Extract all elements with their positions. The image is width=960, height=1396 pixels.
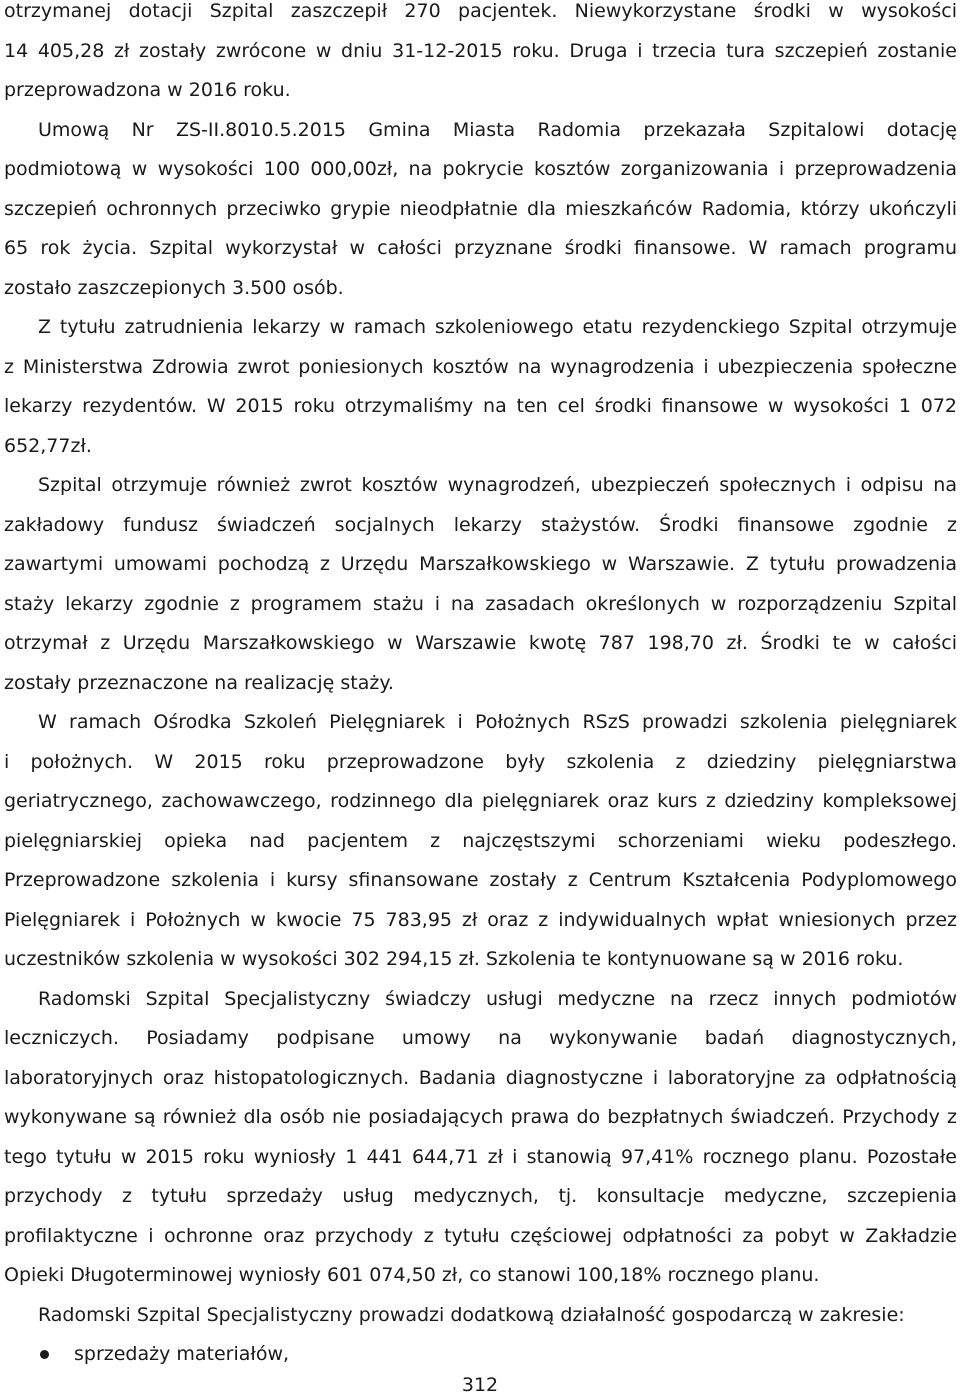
text-line: Opieki Długoterminowej wyniosły 601 074,50 zł, co stanowi 100,18% rocznego planu. [4, 1264, 820, 1286]
paragraph-medical-services-revenue [4, 980, 957, 1296]
list-item-text: sprzedaży materiałów, [74, 1343, 290, 1365]
text-line: podmiotową w wysokości 100 000,00zł, na pokrycie kosztów zorganizowania i przeprowadzenia [4, 158, 957, 180]
paragraph-flu-vaccination-grant [4, 111, 957, 309]
text-line: Z tytułu zatrudnienia lekarzy w ramach szkoleniowego etatu rezydenckiego Szpital otrzymuje [38, 316, 957, 338]
paragraph-nurse-training [4, 703, 957, 980]
text-line: zostały przeznaczone na realizację staży. [4, 671, 394, 694]
text-line: otrzymanej dotacji Szpital zaszczepił 270 pacjentek. Niewykorzystane środki w wysokości [4, 0, 957, 22]
text-line: z Ministerstwa Zdrowia zwrot poniesionych kosztów na wynagrodzenia i ubezpieczenia społeczne [4, 355, 957, 378]
bullet-list [4, 1335, 957, 1375]
text-line: przychody z tytułu sprzedaży usług medycznych, tj. konsultacje medyczne, szczepienia [4, 1185, 957, 1207]
paragraph-resident-doctors [4, 308, 957, 466]
text-line: wykonywane są również dla osób nie posiadających prawa do bezpłatnych świadczeń. Przychody z [4, 1106, 957, 1128]
text-line: zostało zaszczepionych 3.500 osób. [4, 276, 344, 299]
paragraph-business-activity [4, 1296, 957, 1336]
text-line: przeprowadzona w 2016 roku. [4, 79, 291, 101]
paragraph-intern-doctors [4, 466, 957, 703]
text-line: Przeprowadzone szkolenia i kursy sfinansowane zostały z Centrum Kształcenia Podyplomowego [4, 869, 957, 891]
text-line: laboratoryjnych oraz histopatologicznych. Badania diagnostyczne i laboratoryjne za odpłatnością [4, 1066, 957, 1089]
bullet-icon [40, 1350, 49, 1359]
text-line: geriatrycznego, zachowawczego, rodzinnego dla pielęgniarek oraz kurs z dziedziny kompleksowej [4, 790, 957, 812]
text-line: 14 405,28 zł zostały zwrócone w dniu 31-12-2015 roku. Druga i trzecia tura szczepień zostanie [4, 39, 957, 62]
list-item [4, 1335, 957, 1375]
text-line: W ramach Ośrodka Szkoleń Pielęgniarek i Położnych RSzS prowadzi szkolenia pielęgniarek [38, 711, 957, 733]
text-line: Szpital otrzymuje również zwrot kosztów wynagrodzeń, ubezpieczeń społecznych i odpisu na [38, 474, 957, 496]
text-line: lekarzy rezydentów. W 2015 roku otrzymaliśmy na ten cel środki finansowe w wysokości 1 072 [4, 395, 957, 417]
text-line: zakładowy fundusz świadczeń socjalnych lekarzy stażystów. Środki finansowe zgodnie z [4, 513, 957, 536]
page-number: 312 [461, 1374, 499, 1396]
text-line: Radomski Szpital Specjalistyczny świadczy usługi medyczne na rzecz innych podmiotów [38, 987, 957, 1010]
text-line: tego tytułu w 2015 roku wyniosły 1 441 644,71 zł i stanowią 97,41% rocznego planu. Pozostałe [4, 1145, 957, 1168]
text-line: szczepień ochronnych przeciwko grypie nieodpłatnie dla mieszkańców Radomia, którzy ukończyli [4, 197, 957, 220]
document-page [4, 0, 957, 1375]
text-line: pielęgniarskiej opieka nad pacjentem z najczęstszymi schorzeniami wieku podeszłego. [4, 829, 957, 852]
text-line: uczestników szkolenia w wysokości 302 294,15 zł. Szkolenia te kontynuowane są w 2016 roku. [4, 948, 904, 970]
text-line: zawartymi umowami pochodzą z Urzędu Marszałkowskiego w Warszawie. Z tytułu prowadzenia [4, 553, 957, 575]
text-line: leczniczych. Posiadamy podpisane umowy na wykonywanie badań diagnostycznych, [4, 1027, 957, 1049]
text-line: Pielęgniarek i Położnych w kwocie 75 783,95 zł oraz z indywidualnych wpłat wniesionych przez [4, 908, 957, 931]
text-line: Umową Nr ZS-II.8010.5.2015 Gmina Miasta Radomia przekazała Szpitalowi dotację [38, 118, 957, 141]
text-line: 65 rok życia. Szpital wykorzystał w całości przyznane środki finansowe. W ramach programu [4, 237, 957, 259]
text-line: staży lekarzy zgodnie z programem stażu i na zasadach określonych w rozporządzeniu Szpital [4, 592, 957, 615]
text-line: i położnych. W 2015 roku przeprowadzone były szkolenia z dziedziny pielęgniarstwa [4, 750, 957, 773]
text-line: profilaktyczne i ochronne oraz przychody z tytułu częściowej odpłatności za pobyt w Zakładzie [4, 1224, 957, 1247]
text-line: Radomski Szpital Specjalistyczny prowadzi dodatkową działalność gospodarczą w zakresie: [38, 1303, 905, 1326]
text-line: 652,77zł. [4, 434, 92, 457]
paragraph-vaccination-continued [4, 0, 957, 111]
text-line: otrzymał z Urzędu Marszałkowskiego w Warszawie kwotę 787 198,70 zł. Środki te w całości [4, 632, 957, 654]
